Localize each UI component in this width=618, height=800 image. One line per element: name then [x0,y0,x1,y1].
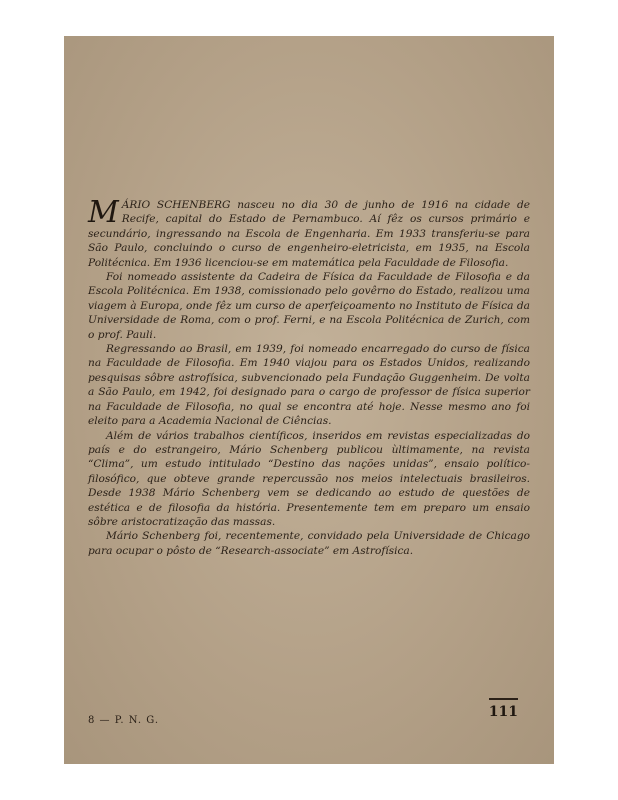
paragraph-1-text: ÁRIO SCHENBERG nasceu no dia 30 de junho de 1916 na cidade de Recife, capital do Estado de Pernambuco. Aí fêz os cursos primário e secundário, ingressando na Escola de Engenharia. Em 1933 transferiu-se para São Paulo, concluindo o curso de engenheiro-eletricista, em 1935, na Escola Politécnica. Em 1936 licenciou-se em matemática pela Faculdade de Filosofia. [88,199,530,269]
book-page [64,36,554,764]
page-number: 111 [489,698,518,720]
paragraph-4: Além de vários trabalhos científicos, inseridos em revistas especializadas do país e do estrangeiro, Mário Schenberg publicou ùltimamente, na revista “Clima”, um estudo intitulado “Destino das nações unidas”, ensaio político-filosófico, que obteve grande repercussão nos meios intelectuais brasileiros. Desde 1938 Mário Schenberg vem se dedicando ao estudo de questões de estética e de filosofia da história. Presentemente tem em preparo um ensaio sôbre aristocratização das massas. [88,429,530,528]
paragraph-2: Foi nomeado assistente da Cadeira de Física da Faculdade de Filosofia e da Escola Politécnica. Em 1938, comissionado pelo govêrno do Estado, realizou uma viagem à Europa, onde fêz um curso de aperfeiçoamento no Instituto de Física da Universidade de Roma, com o prof. Ferni, e na Escola Politécnica de Zurich, com o prof. Pauli. [88,271,530,341]
biography-text [88,195,530,558]
drop-cap: M [88,195,119,230]
paragraph-3: Regressando ao Brasil, em 1939, foi nomeado encarregado do curso de física na Faculdade de Filosofia. Em 1940 viajou para os Estados Unidos, realizando pesquisas sôbre astrofísica, subvencionado pela Fundação Guggenheim. De volta a São Paulo, em 1942, foi designado para o cargo de professor de física superior na Faculdade de Filosofia, no qual se encontra até hoje. Nesse mesmo ano foi eleito para a Academia Nacional de Ciências. [88,343,530,428]
paragraph-1 [88,195,530,270]
printer-signature: 8 — P. N. G. [88,715,160,726]
paragraph-5: Mário Schenberg foi, recentemente, convidado pela Universidade de Chicago para ocupar o pôsto de “Research-associate” em Astrofísica. [88,530,530,557]
